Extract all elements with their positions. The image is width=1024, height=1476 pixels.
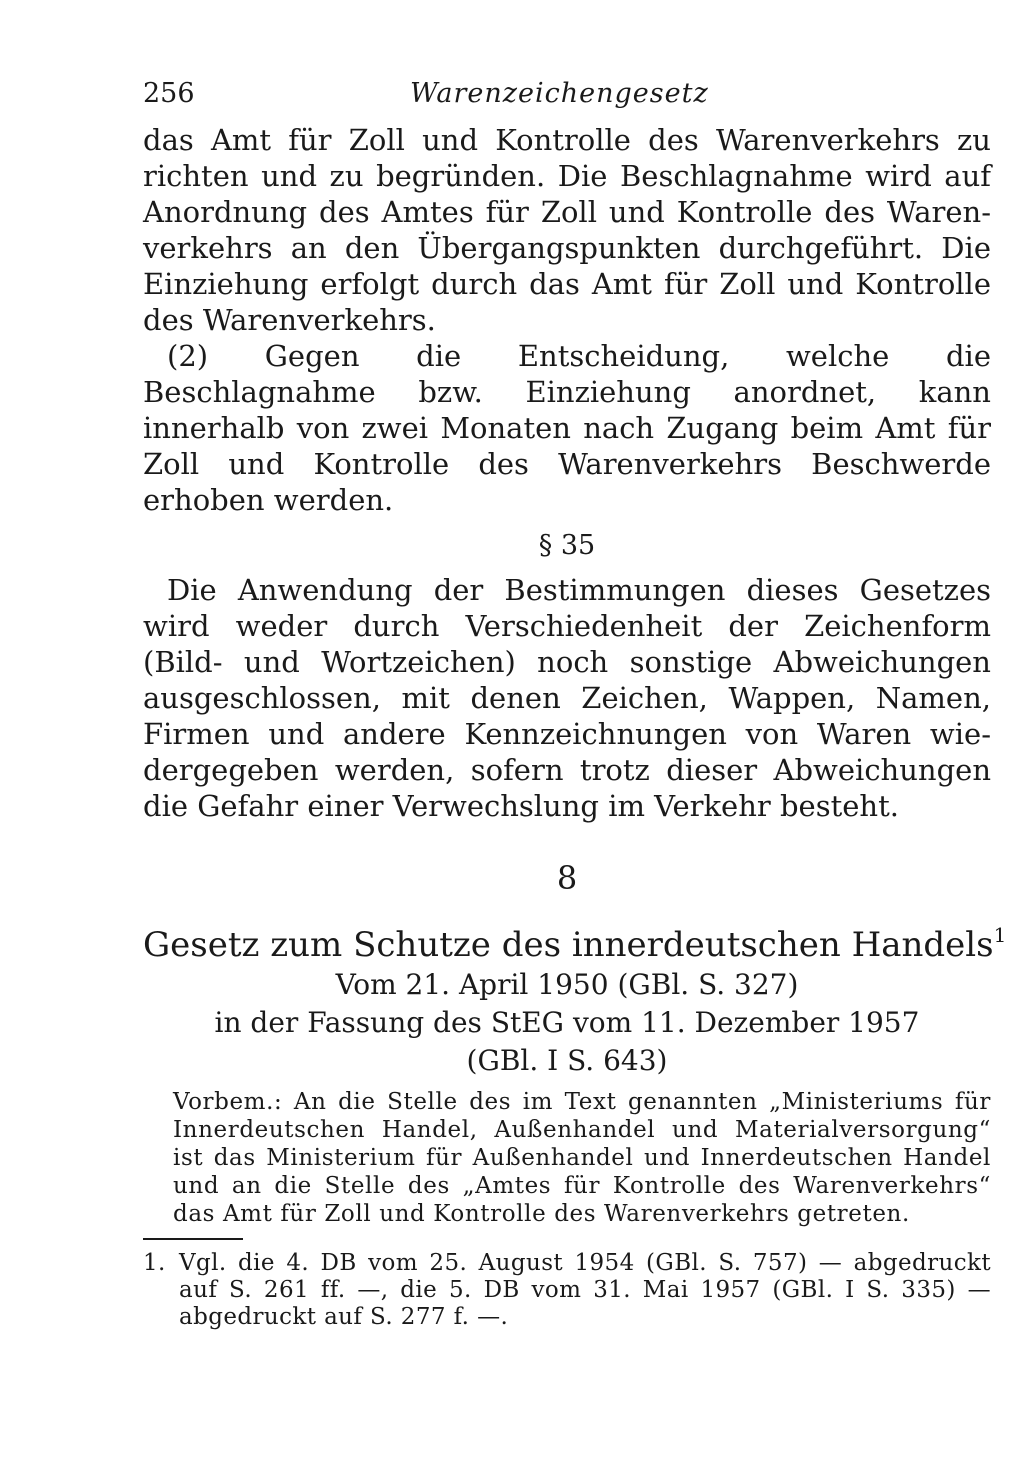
law-title-footnote-mark: 1 (993, 923, 1007, 947)
running-head (143, 78, 991, 122)
preliminary-note: Vorbem.: An die Stelle des im Text genannten „Ministeriums für Innerdeutschen Handel, Außenhandel und Materialversorgung“ ist das Ministerium für Außenhandel und Innerdeutschen Handel und an die Stelle des „Amtes für Kontrolle des Warenverkehrs“ das Amt für Zoll und Kontrolle des Warenverkehrs getreten. (173, 1089, 991, 1227)
law-version-line: in der Fassung des StEG vom 11. Dezember 1957 (214, 1006, 920, 1039)
page-number: 256 (143, 78, 195, 109)
footnote-rule (143, 1238, 243, 1240)
law-number: 8 (556, 859, 578, 897)
section-35-heading: § 35 (538, 530, 596, 561)
law-date-line: Vom 21. April 1950 (GBl. S. 327) (335, 968, 799, 1001)
running-title: Warenzeichengesetz (410, 78, 709, 109)
section-35-text: Die Anwendung der Bestimmungen dieses Gesetzes wird weder durch Verschiedenheit der Zeichenform (Bild- und Wortzeichen) noch sonstige Abweichungen ausgeschlossen, mit denen Zeichen, Wappen, Namen, Firmen und andere Kennzeichnungen von Waren wiedergegeben werden, sofern trotz dieser Abweichungen die Gefahr einer Verwechslung im Verkehr besteht. (143, 573, 991, 823)
law-version-ref: (GBl. I S. 643) (466, 1044, 668, 1077)
footnote-number: 1. (143, 1250, 166, 1276)
section-34-paragraph-2: (2) Gegen die Entscheidung, welche die Beschlagnahme bzw. Einziehung anordnet, kann innerhalb von zwei Monaten nach Zugang beim Amt für Zoll und Kontrolle des Warenverkehrs Beschwerde erhoben werden. (143, 339, 991, 517)
law-title-text: Gesetz zum Schutze des innerdeutschen Handels (143, 925, 994, 965)
footnote-1 (143, 1250, 991, 1331)
footnote-text: Vgl. die 4. DB vom 25. August 1954 (GBl. S. 757) — abgedruckt auf S. 261 ff. —, die 5. DB vom 31. Mai 1957 (GBl. I S. 335) — abgedruckt auf S. 277 f. —. (179, 1250, 991, 1330)
page (143, 78, 1007, 1331)
section-34-paragraph-1-continuation: das Amt für Zoll und Kontrolle des Warenverkehrs zu richten und zu begründen. Die Beschlagnahme wird auf Anordnung des Amtes für Zoll und Kontrolle des Warenverkehrs an den Übergangspunkten durchgeführt. Die Einziehung erfolgt durch das Amt für Zoll und Kontrolle des Warenverkehrs. (143, 123, 991, 337)
law-title (143, 914, 1007, 966)
